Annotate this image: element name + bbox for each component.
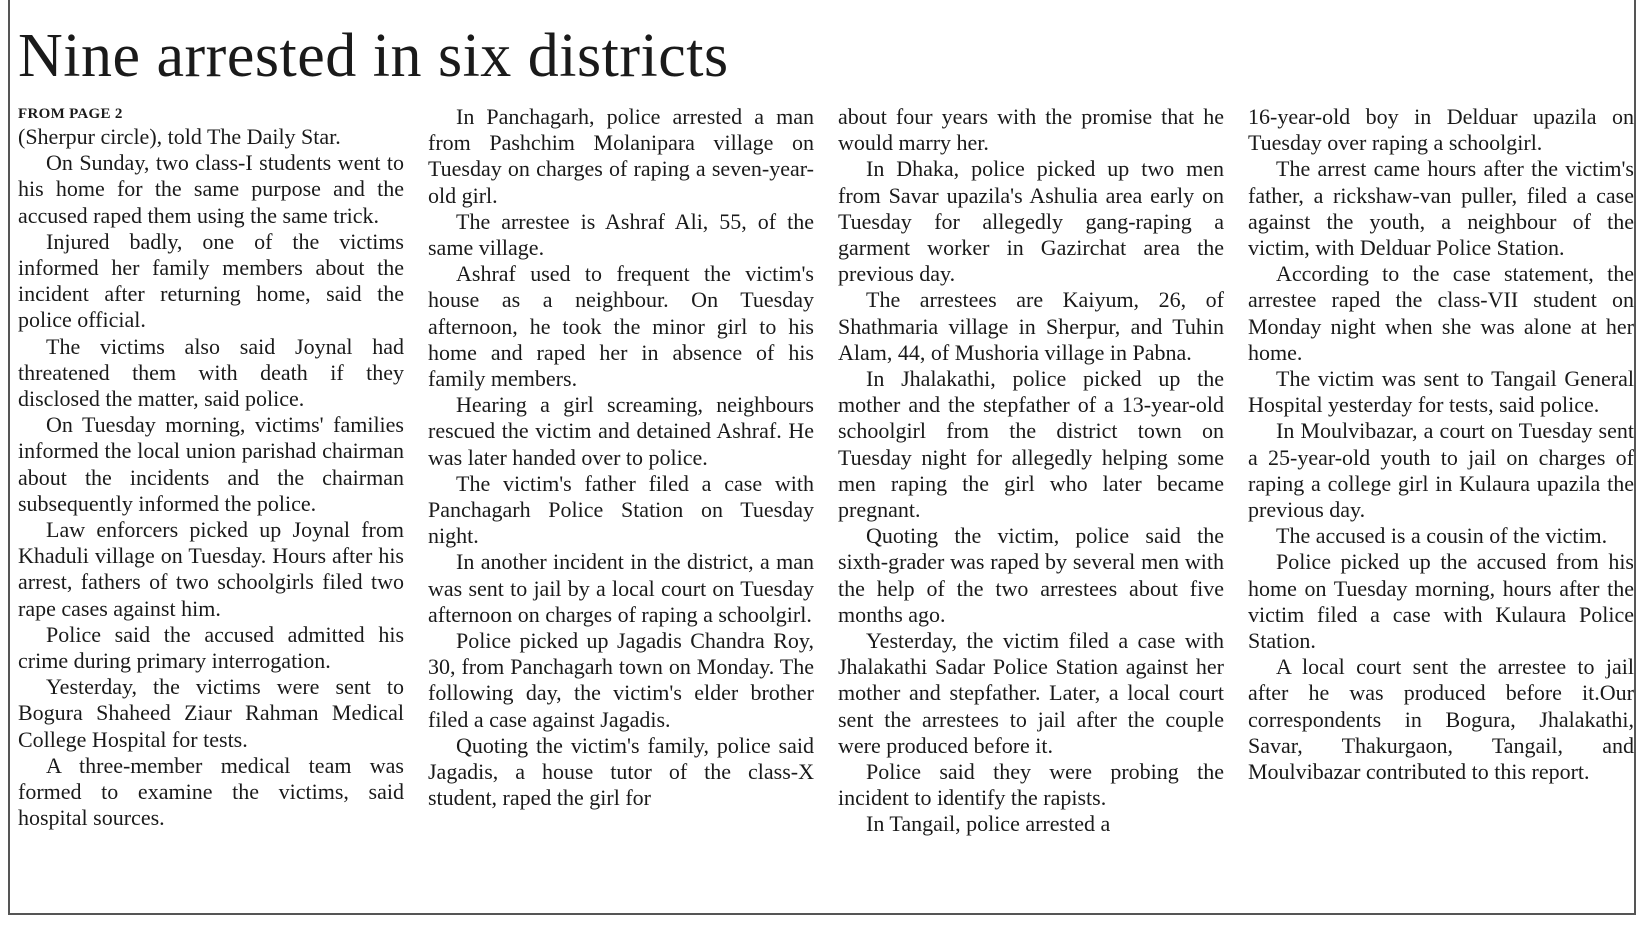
paragraph: In Dhaka, police picked up two men from Savar upazila's Ashulia area early on Tuesday for allegedly gang-raping a garment worker in Gazirchat area the previous day. (838, 156, 1224, 287)
paragraph: Yesterday, the victims were sent to Bogura Shaheed Ziaur Rahman Medical College Hospital for tests. (18, 674, 404, 752)
headline: Nine arrested in six districts (18, 22, 729, 90)
paragraph: Ashraf used to frequent the victim's house as a neighbour. On Tuesday afternoon, he took the minor girl to his home and raped her in absence of his family members. (428, 261, 814, 392)
paragraph: Quoting the victim, police said the sixth-grader was raped by several men with the help of the two arrestees about five months ago. (838, 523, 1224, 627)
paragraph: Yesterday, the victim filed a case with Jhalakathi Sadar Police Station against her mother and stepfather. Later, a local court sent the arrestees to jail after the couple were produced before it. (838, 628, 1224, 758)
paragraph: The arrest came hours after the victim's father, a rickshaw-van puller, filed a case against the youth, a neighbour of the victim, with Delduar Police Station. (1248, 156, 1634, 261)
paragraph: A three-member medical team was formed to examine the victims, said hospital sources. (18, 752, 404, 831)
paragraph: A local court sent the arrestee to jail after he was produced before it.Our correspondents in Bogura, Jhalakathi, Savar, Thakurgaon, Tangail, and Moulvibazar contributed to this report. (1248, 654, 1634, 785)
paragraph: The arrestee is Ashraf Ali, 55, of the same village. (428, 208, 814, 261)
paragraph: In Panchagarh, police arrested a man from Pashchim Molanipara village on Tuesday on charges of raping a seven-year-old girl. (428, 104, 814, 208)
paragraph: Hearing a girl screaming, neighbours rescued the victim and detained Ashraf. He was later handed over to police. (428, 392, 814, 470)
paragraph: Police said they were probing the incident to identify the rapists. (838, 759, 1224, 811)
continuation-kicker: FROM PAGE 2 (18, 106, 123, 122)
paragraph: Injured badly, one of the victims informed her family members about the incident after returning home, said the police official. (18, 228, 404, 333)
paragraph: The accused is a cousin of the victim. (1276, 523, 1608, 549)
paragraph: Law enforcers picked up Joynal from Khaduli village on Tuesday. Hours after his arrest, fathers of two schoolgirls filed two rape cases against him. (18, 517, 404, 621)
paragraph: In Tangail, police arrested a (866, 811, 1111, 837)
paragraph: Police picked up the accused from his home on Tuesday morning, hours after the victim filed a case with Kulaura Police Station. (1248, 549, 1634, 654)
paragraph: Police picked up Jagadis Chandra Roy, 30, from Panchagarh town on Monday. The following day, the victim's elder brother filed a case against Jagadis. (428, 628, 814, 732)
article-body (18, 104, 1634, 904)
paragraph: 16-year-old boy in Delduar upazila on Tuesday over raping a schoolgirl. (1248, 104, 1634, 156)
column-1 (18, 104, 404, 831)
paragraph: The victims also said Joynal had threatened them with death if they disclosed the matter, said police. (18, 333, 404, 412)
paragraph: (Sherpur circle), told The Daily Star. (18, 124, 341, 149)
paragraph: The victim's father filed a case with Panchagarh Police Station on Tuesday night. (428, 470, 814, 549)
paragraph: In Moulvibazar, a court on Tuesday sent a 25-year-old youth to jail on charges of raping a college girl in Kulaura upazila the previous day. (1248, 418, 1634, 523)
paragraph: In another incident in the district, a man was sent to jail by a local court on Tuesday afternoon on charges of raping a schoolgirl. (428, 549, 814, 627)
paragraph: The victim was sent to Tangail General Hospital yesterday for tests, said police. (1248, 366, 1634, 418)
column-2 (428, 104, 814, 811)
paragraph: Police said the accused admitted his crime during primary interrogation. (18, 621, 404, 674)
paragraph: The arrestees are Kaiyum, 26, of Shathmaria village in Sherpur, and Tuhin Alam, 44, of Mushoria village in Pabna. (838, 287, 1224, 365)
paragraph: Quoting the victim's family, police said Jagadis, a house tutor of the class-X student, raped the girl for (428, 732, 814, 811)
column-4 (1248, 104, 1634, 785)
paragraph: about four years with the promise that he would marry her. (838, 104, 1224, 156)
paragraph: In Jhalakathi, police picked up the mother and the stepfather of a 13-year-old schoolgirl from the district town on Tuesday night for allegedly helping some men raping the girl who later became pregnant. (838, 366, 1224, 523)
paragraph: According to the case statement, the arrestee raped the class-VII student on Monday night when she was alone at her home. (1248, 261, 1634, 365)
paragraph: On Tuesday morning, victims' families informed the local union parishad chairman about the incidents and the chairman subsequently informed the police. (18, 412, 404, 516)
column-3 (838, 104, 1224, 838)
paragraph: On Sunday, two class-I students went to his home for the same purpose and the accused raped them using the same trick. (18, 150, 404, 228)
